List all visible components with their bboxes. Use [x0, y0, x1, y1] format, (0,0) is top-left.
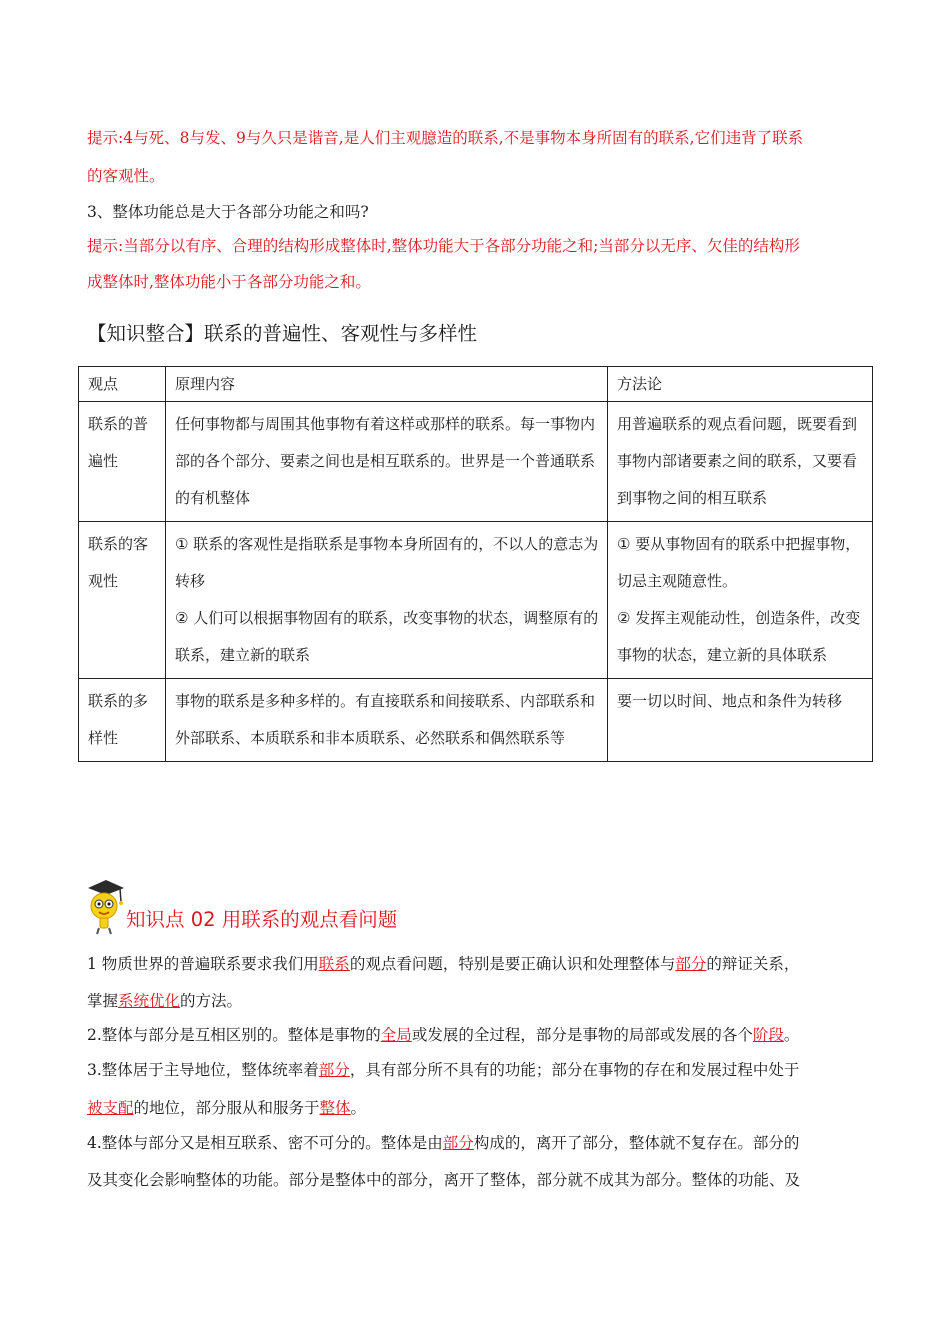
table-row [79, 522, 873, 679]
paragraph-3-line-1: 3.整体居于主导地位，整体统率着部分，具有部分所不具有的功能；部分在事物的存在和发展过程中处于 [87, 1061, 800, 1079]
knowledge-point-title: 知识点 02 用联系的观点看问题 [126, 908, 398, 931]
paragraph-4-line-2: 及其变化会影响整体的功能。部分是整体中的部分，离开了整体，部分就不成其为部分。整体的功能、及 [87, 1171, 801, 1189]
method-point-1: ① 要从事物固有的联系中把握事物，切忌主观随意性。 [617, 535, 861, 590]
paragraph-4-line-1: 4.整体与部分又是相互联系、密不可分的。整体是由部分构成的，离开了部分，整体就不复存在。部分的 [87, 1134, 800, 1152]
header-principle: 原理内容 [166, 367, 608, 402]
cell-method [608, 522, 873, 679]
cell-view: 联系的客观性 [79, 522, 166, 679]
cell-principle [166, 522, 608, 679]
header-view: 观点 [79, 367, 166, 402]
hint-2-line-2: 的客观性。 [87, 167, 165, 185]
hint-2-line-1: 提示:4与死、8与发、9与久只是谐音,是人们主观臆造的联系,不是事物本身所固有的联系,它们违背了联系 [87, 129, 804, 147]
hint-3-line-2: 成整体时,整体功能小于各部分功能之和。 [87, 273, 371, 291]
paragraph-3-line-2: 被支配的地位，部分服从和服务于整体。 [87, 1099, 367, 1117]
header-method: 方法论 [608, 367, 873, 402]
cell-principle: 任何事物都与周围其他事物有着这样或那样的联系。每一事物内部的各个部分、要素之间也是相互联系的。世界是一个普通联系的有机整体 [166, 402, 608, 522]
table-header-row [79, 367, 873, 402]
paragraph-2: 2.整体与部分是互相区别的。整体是事物的全局或发展的全过程，部分是事物的局部或发展的各个阶段。 [87, 1026, 800, 1044]
cell-principle: 事物的联系是多种多样的。有直接联系和间接联系、内部联系和外部联系、本质联系和非本质联系、必然联系和偶然联系等 [166, 679, 608, 762]
connection-principles-table [78, 366, 873, 762]
method-point-2: ② 发挥主观能动性，创造条件，改变事物的状态，建立新的具体联系 [617, 609, 861, 664]
scholar-mascot-icon [84, 876, 126, 936]
cell-method: 要一切以时间、地点和条件为转移 [608, 679, 873, 762]
principle-point-1: ① 联系的客观性是指联系是事物本身所固有的，不以人的意志为转移 [175, 535, 599, 590]
cell-view: 联系的多样性 [79, 679, 166, 762]
paragraph-1-line-1: 1 物质世界的普遍联系要求我们用联系的观点看问题，特别是要正确认识和处理整体与部分的辩证关系， [87, 955, 800, 973]
question-3: 3、整体功能总是大于各部分功能之和吗? [87, 203, 369, 221]
knowledge-integration-heading: 【知识整合】联系的普遍性、客观性与多样性 [87, 322, 478, 345]
cell-view: 联系的普遍性 [79, 402, 166, 522]
paragraph-1-line-2: 掌握系统优化的方法。 [87, 992, 243, 1010]
cell-method: 用普遍联系的观点看问题，既要看到事物内部诸要素之间的联系，又要看到事物之间的相互联系 [608, 402, 873, 522]
principle-point-2: ② 人们可以根据事物固有的联系，改变事物的状态，调整原有的联系，建立新的联系 [175, 609, 599, 664]
table-row [79, 679, 873, 762]
hint-3-line-1: 提示:当部分以有序、合理的结构形成整体时,整体功能大于各部分功能之和;当部分以无序、欠佳的结构形 [87, 237, 800, 255]
table-row [79, 402, 873, 522]
